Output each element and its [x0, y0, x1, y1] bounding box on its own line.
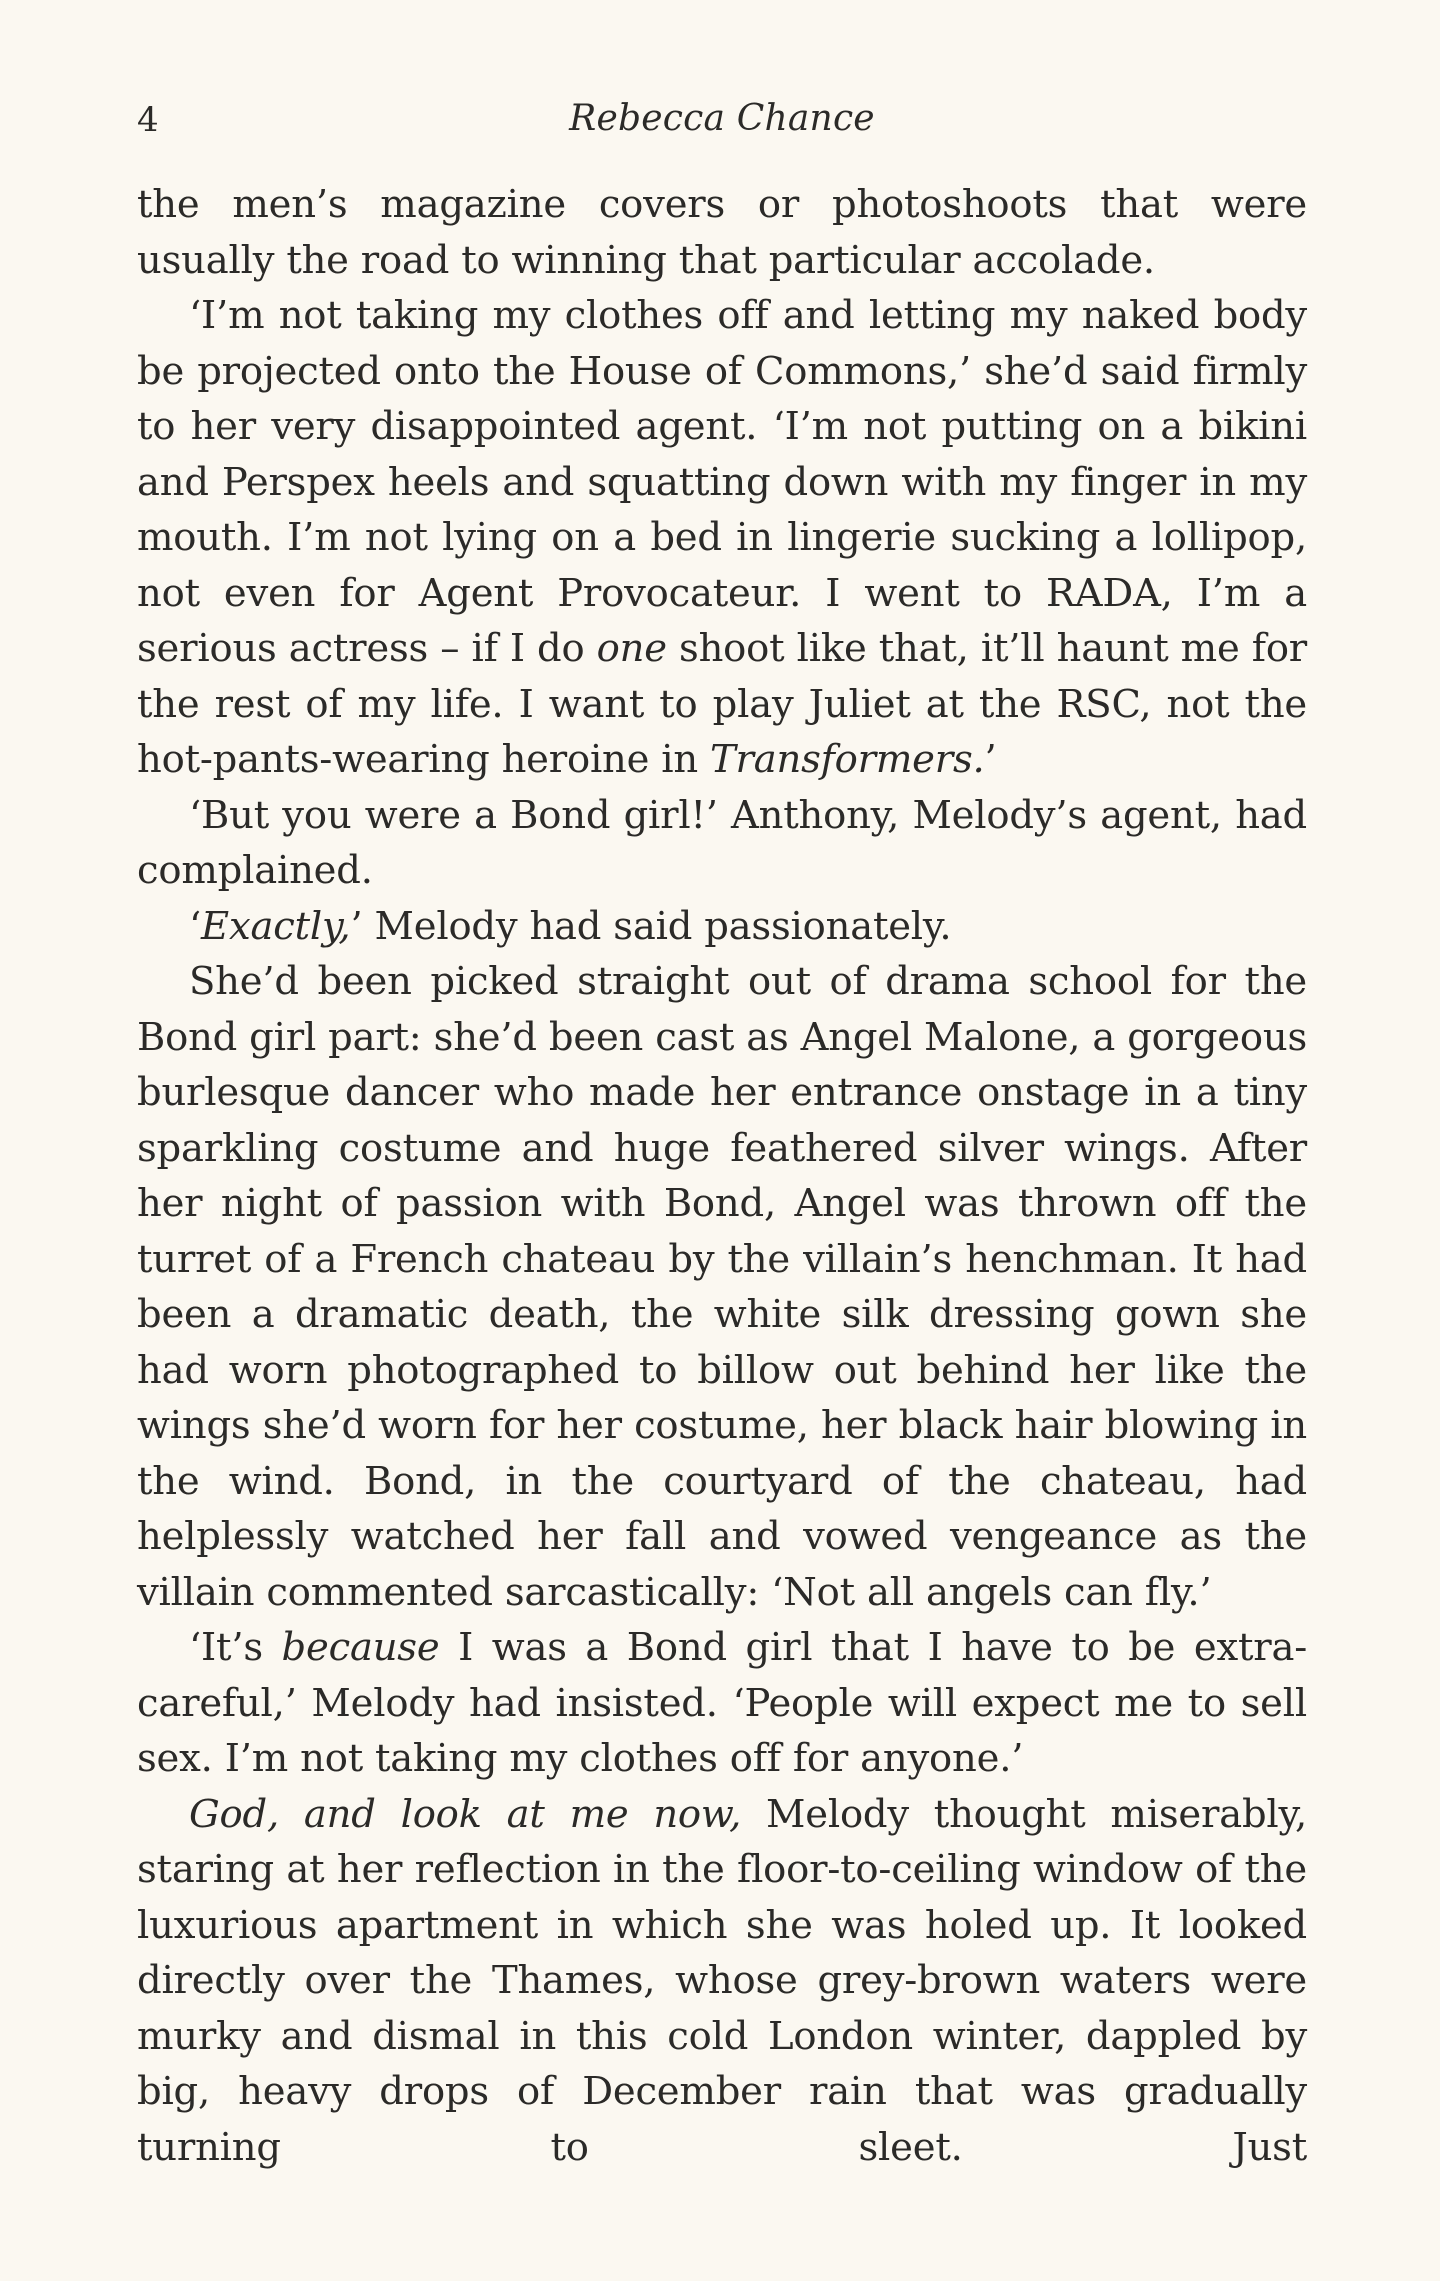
text-run: ’ Melody had said passionately.: [350, 903, 952, 949]
text-run: ‘I’m not taking my clothes off and letting my naked body be projected onto the House of Commons,’ she’d said firmly to her very disappointed agent. ‘I’m not putting on a bikini and Perspex heels and squatting down with my finger in my mouth. I’m not lying on a bed in lingerie sucking a lollipop, not even for Agent Provocateur. I went to RADA, I’m a serious actress – if I do: [137, 293, 1307, 671]
page-header: [137, 92, 1307, 152]
paragraph: [137, 177, 1307, 288]
paragraph: [137, 1787, 1307, 2176]
text-run: the men’s magazine covers or photoshoots that were usually the road to winning that particular accolade.: [137, 182, 1307, 283]
page-number: 4: [137, 100, 159, 140]
text-run: ‘But you were a Bond girl!’ Anthony, Melody’s agent, had complained.: [137, 792, 1307, 893]
paragraph: [137, 288, 1307, 788]
text-run: She’d been picked straight out of drama school for the Bond girl part: she’d been cast as Angel Malone, a gorgeous burlesque dancer who made her entrance onstage in a tiny sparkling costume and huge feathered silver wings. After her night of passion with Bond, Angel was thrown off the turret of a French chateau by the villain’s henchman. It had been a dramatic death, the white silk dressing gown she had worn photographed to billow out behind her like the wings she’d worn for her costume, her black hair blowing in the wind. Bond, in the courtyard of the chateau, had helplessly watched her fall and vowed vengeance as the villain commented sarcastically: ‘Not all angels can fly.’: [137, 959, 1307, 1615]
text-run: ’: [984, 737, 997, 782]
paragraph: [137, 954, 1307, 1620]
italic-text: Transformers.: [710, 737, 985, 782]
text-run: ‘It’s: [189, 1625, 282, 1670]
paragraph: [137, 788, 1307, 899]
body-text: [137, 177, 1307, 2175]
running-head: Rebecca Chance: [569, 98, 875, 139]
italic-text: God, and look at me now,: [189, 1791, 742, 1837]
italic-text: because: [281, 1625, 440, 1670]
text-run: ‘: [189, 903, 202, 949]
text-run: I was a Bond girl that I have to be extra-careful,’ Melody had insisted. ‘People will expect me to sell sex. I’m not taking my clothes off for anyone.’: [137, 1625, 1307, 1781]
italic-text: Exactly,: [201, 903, 351, 949]
text-run: Melody thought miserably, staring at her reflection in the floor-to-ceiling window of the luxurious apartment in which she was holed up. It looked directly over the Thames, whose grey-brown waters were murky and dismal in this cold London winter, dappled by big, heavy drops of December rain that was gradually turning to sleet. Just: [137, 1791, 1307, 2170]
paragraph: [137, 899, 1307, 955]
text-run: shoot like that, it’ll haunt me for the rest of my life. I want to play Juliet at the RSC, not the hot-pants-wearing heroine in: [137, 626, 1307, 782]
italic-text: one: [596, 626, 667, 671]
paragraph: [137, 1620, 1307, 1787]
